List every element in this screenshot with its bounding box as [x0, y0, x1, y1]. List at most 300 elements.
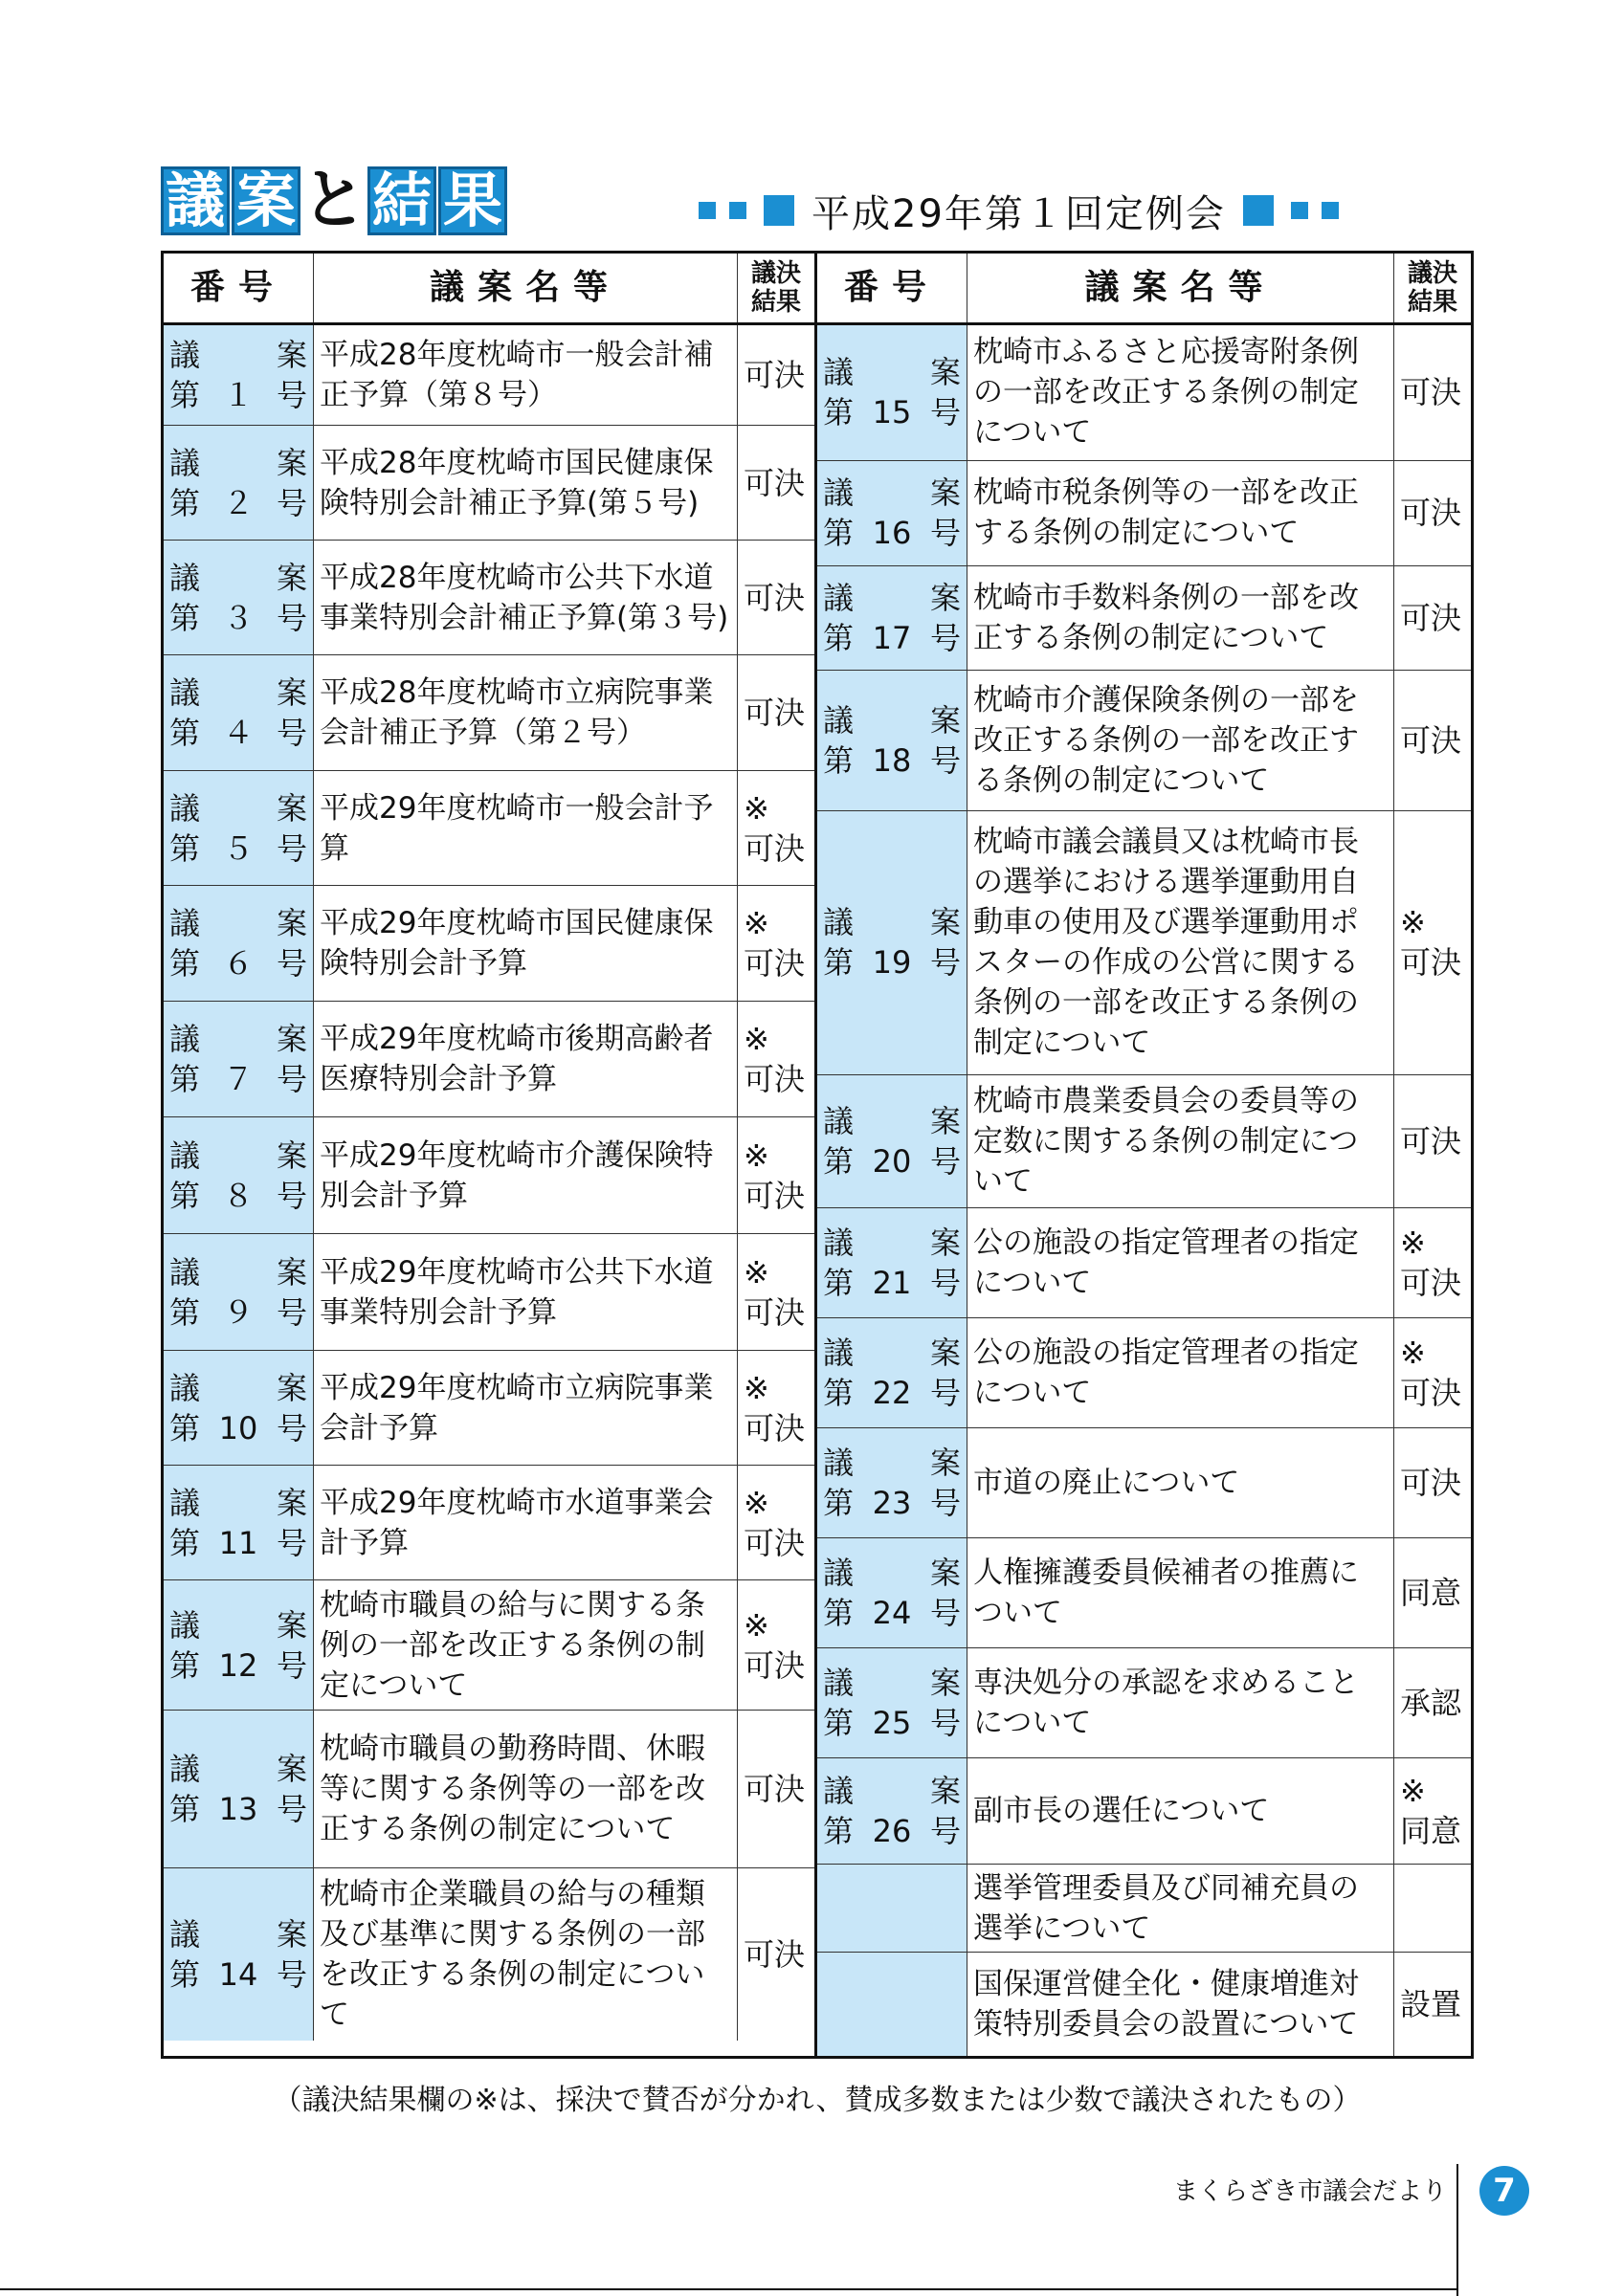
bill-result: [738, 1234, 814, 1350]
bill-number-part: 号: [929, 394, 961, 431]
bill-result-line: ※: [1400, 1335, 1426, 1372]
bill-number-part: １: [222, 377, 254, 413]
bill-number-part: 号: [276, 945, 307, 982]
table-row: [164, 1868, 814, 2041]
header-result: [738, 254, 814, 322]
bill-number-part: 案: [929, 1772, 961, 1809]
bill-result-line: 可決: [744, 1646, 806, 1684]
bill-number: [817, 566, 967, 671]
bill-number: [164, 1580, 314, 1710]
bill-name: 平成29年度枕崎市公共下水道事業特別会計予算: [314, 1234, 738, 1350]
square-icon: [764, 195, 794, 226]
bill-name: 枕崎市税条例等の一部を改正する条例の制定について: [967, 461, 1394, 565]
bill-result-line: 可決: [1400, 1464, 1462, 1501]
bill-result-line: ※: [744, 1484, 769, 1521]
bill-number-line2: [823, 1141, 961, 1181]
bill-number-part: 案: [276, 444, 307, 481]
bill-number-part: 号: [276, 1956, 307, 1993]
bill-number-part: ５: [222, 829, 254, 867]
bill-number-part: 議: [169, 1137, 201, 1174]
bill-number-part: 第: [823, 515, 855, 552]
bill-result-line: 可決: [744, 695, 806, 731]
bill-name: 平成29年度枕崎市国民健康保険特別会計予算: [314, 886, 738, 1001]
bill-name: 平成28年度枕崎市公共下水道事業特別会計補正予算(第３号): [314, 541, 738, 654]
bill-name: 枕崎市介護保険条例の一部を改正する条例の一部を改正する条例の制定について: [967, 671, 1394, 810]
bill-number-part: 議: [823, 702, 855, 740]
bill-number-part: 号: [276, 1409, 307, 1446]
bill-number-part: 第: [169, 1409, 201, 1446]
bill-number-line2: [823, 513, 961, 553]
bill-number-line2: [169, 1059, 307, 1099]
bill-number-line2: [169, 828, 307, 869]
bill-number: [817, 1953, 967, 2056]
bill-number: [164, 325, 314, 425]
bill-number-part: 号: [929, 1704, 961, 1741]
bill-result-line: ※: [1400, 1772, 1426, 1809]
bill-number-line2: [823, 740, 961, 781]
bill-number-line2: [169, 1292, 307, 1333]
bill-number-part: 第: [169, 484, 201, 521]
footer-divider: [1456, 2164, 1458, 2296]
table-row: [164, 1351, 814, 1466]
bill-number-part: 号: [929, 1265, 961, 1302]
bill-number-part: 議: [823, 354, 855, 391]
bill-number-line1: [169, 1749, 307, 1789]
header-result-line1: 議決: [750, 259, 801, 288]
bill-number-part: 号: [276, 1791, 307, 1827]
bill-number-line2: [823, 1483, 961, 1523]
bill-result-line: 可決: [1400, 1375, 1462, 1412]
bill-number: [164, 1466, 314, 1579]
title-char-3: と: [301, 163, 367, 238]
bill-number-part: 案: [929, 1103, 961, 1140]
bill-number: [164, 1711, 314, 1867]
bill-result-line: 同意: [1400, 1574, 1462, 1611]
bill-name: 公の施設の指定管理者の指定について: [967, 1208, 1394, 1317]
bill-number-part: 14: [218, 1956, 258, 1993]
bill-result-line: 可決: [1400, 944, 1462, 982]
square-icon: [729, 202, 746, 219]
bill-number-part: 15: [872, 394, 912, 431]
bill-number: [164, 1351, 314, 1465]
bill-number-part: 25: [872, 1704, 912, 1741]
bill-result-line: ※: [744, 1021, 769, 1057]
bill-name: 選挙管理委員及び同補充員の選挙について: [967, 1865, 1394, 1952]
bill-number-part: 19: [872, 944, 912, 982]
bill-result-line: 可決: [744, 1409, 806, 1446]
bill-number-part: 10: [218, 1409, 258, 1446]
bill-number: [164, 1868, 314, 2041]
bill-number-line1: [823, 1663, 961, 1703]
bill-number-part: 案: [276, 1916, 307, 1953]
bill-number: [817, 1538, 967, 1647]
table-header: [817, 254, 1471, 325]
bill-result-line: ※: [744, 1253, 769, 1291]
bill-number-line2: [169, 375, 307, 415]
bill-number-part: 号: [929, 1594, 961, 1631]
bill-name: 枕崎市手数料条例の一部を改正する条例の制定について: [967, 566, 1394, 671]
bill-number-part: 号: [929, 742, 961, 780]
publication-name: まくらざき市議会だより: [1173, 2177, 1448, 2206]
bill-number-part: 議: [169, 674, 201, 711]
bill-result: [738, 1117, 814, 1233]
square-icon: [1322, 202, 1339, 219]
bill-number: [817, 325, 967, 460]
bill-result: [738, 1466, 814, 1579]
bill-number-line2: [823, 618, 961, 658]
bill-number-part: 第: [169, 1791, 201, 1827]
bill-number-line1: [169, 1605, 307, 1645]
bill-number-part: 議: [169, 1484, 201, 1521]
table-row: [817, 1538, 1471, 1648]
header-number: 番号: [164, 254, 314, 322]
session-title: 平成29年第１回定例会: [812, 191, 1226, 236]
bill-number-part: 第: [169, 1524, 201, 1561]
bill-number-part: 第: [823, 1594, 855, 1631]
bill-result-line: 可決: [1400, 599, 1462, 636]
bill-number-part: 12: [218, 1646, 258, 1684]
bill-number-part: 20: [872, 1143, 912, 1181]
bill-name: 国保運営健全化・健康増進対策特別委員会の設置について: [967, 1953, 1394, 2056]
bill-number-part: 第: [823, 1375, 855, 1412]
bill-number: [817, 1428, 967, 1537]
table-row: [164, 426, 814, 541]
bill-result: [738, 1868, 814, 2041]
bill-result: [1394, 811, 1471, 1074]
bill-result-line: 可決: [744, 829, 806, 867]
bill-number-part: 号: [929, 515, 961, 552]
table-row: [817, 671, 1471, 811]
table-row: [817, 1758, 1471, 1866]
bill-number-part: 号: [276, 599, 307, 636]
table-row: [817, 325, 1471, 461]
bill-number-part: 号: [276, 1293, 307, 1331]
bill-number-line1: [169, 903, 307, 943]
bill-result-line: 可決: [744, 1061, 806, 1097]
bill-number-line1: [823, 1553, 961, 1593]
bill-number-part: 案: [276, 1751, 307, 1787]
bill-number-part: 議: [823, 1225, 855, 1262]
bill-number: [817, 811, 967, 1074]
bill-result-line: 可決: [1400, 495, 1462, 532]
square-icon: [1291, 202, 1308, 219]
bill-name: 公の施設の指定管理者の指定について: [967, 1318, 1394, 1427]
bill-number: [817, 1318, 967, 1427]
bill-result-line: 設置: [1400, 1986, 1462, 2023]
bill-result-line: 可決: [744, 579, 806, 616]
footnote: （議決結果欄の※は、採決で賛否が分かれ、賛成多数または少数で議決されたもの）: [273, 2084, 1362, 2117]
bill-number-part: ２: [222, 484, 254, 521]
bill-number-part: 号: [276, 715, 307, 751]
bill-name: 平成29年度枕崎市立病院事業会計予算: [314, 1351, 738, 1465]
bill-result: [738, 1351, 814, 1465]
bill-number-line1: [169, 558, 307, 598]
bill-number-part: 第: [823, 742, 855, 780]
bill-number-line2: [823, 1811, 961, 1851]
bill-number: [817, 1648, 967, 1757]
title-char-5: 果: [438, 166, 507, 235]
bill-name: 平成29年度枕崎市後期高齢者医療特別会計予算: [314, 1002, 738, 1116]
bill-name: 平成29年度枕崎市一般会計予算: [314, 771, 738, 885]
bill-number-line2: [823, 392, 961, 432]
bill-number-part: 議: [823, 904, 855, 941]
bill-result: [738, 886, 814, 1001]
bill-result: [738, 1580, 814, 1710]
bill-result: [1394, 1648, 1471, 1757]
bill-number-line2: [823, 1263, 961, 1303]
session-banner: [699, 182, 1474, 239]
bill-number-part: 案: [276, 674, 307, 711]
bill-number-part: 案: [929, 475, 961, 512]
bill-number-part: 議: [169, 444, 201, 481]
section-title: [161, 165, 507, 237]
bill-number-line1: [169, 1914, 307, 1954]
bill-number-part: 議: [823, 475, 855, 512]
bill-number-part: 第: [169, 1061, 201, 1097]
bill-number-part: 11: [218, 1524, 258, 1561]
table-row: [164, 1711, 814, 1868]
bill-number-part: 議: [169, 1369, 201, 1406]
bill-number: [817, 1865, 967, 1952]
bill-result-line: 可決: [744, 1177, 806, 1214]
bill-number-line2: [823, 1373, 961, 1413]
table-column-left: [164, 254, 817, 2056]
bill-number: [164, 541, 314, 654]
bill-number-part: 号: [929, 1484, 961, 1521]
table-row: [164, 771, 814, 886]
bill-number-line1: [823, 902, 961, 942]
bill-result-line: 可決: [744, 1293, 806, 1331]
bill-number-part: 議: [823, 1554, 855, 1591]
bill-result: [1394, 566, 1471, 671]
bill-name: 枕崎市職員の給与に関する条例の一部を改正する条例の制定について: [314, 1580, 738, 1710]
bill-number-part: 案: [276, 1021, 307, 1057]
bill-number-part: 議: [169, 1021, 201, 1057]
bill-number-part: 案: [276, 905, 307, 941]
table-row: [164, 1117, 814, 1234]
bill-number-part: 第: [169, 599, 201, 636]
bill-number-line1: [169, 1252, 307, 1292]
bill-number-part: 案: [276, 1137, 307, 1174]
bill-number-line1: [169, 788, 307, 828]
bill-number-part: 議: [169, 905, 201, 941]
bill-number-line2: [169, 598, 307, 638]
bill-number-part: 18: [872, 742, 912, 780]
bill-result-line: 同意: [1400, 1812, 1462, 1849]
bill-number-part: 22: [872, 1375, 912, 1412]
bill-name: 平成29年度枕崎市水道事業会計予算: [314, 1466, 738, 1579]
bill-number-part: 第: [823, 394, 855, 431]
bill-number-line2: [169, 943, 307, 983]
header-name: 議案名等: [967, 254, 1394, 322]
bill-number-part: 案: [929, 1335, 961, 1372]
bill-result-line: ※: [744, 789, 769, 827]
bill-result: [738, 655, 814, 770]
bill-result-line: ※: [744, 905, 769, 941]
bill-number-line2: [169, 483, 307, 523]
bill-number-line1: [169, 1019, 307, 1059]
bill-number-part: 案: [929, 1225, 961, 1262]
bill-number-part: 号: [276, 1524, 307, 1561]
table-row: [164, 1002, 814, 1117]
bill-number-line1: [823, 1333, 961, 1373]
bill-number: [164, 1117, 314, 1233]
bill-number-line1: [169, 673, 307, 713]
bill-result-line: 可決: [744, 464, 806, 501]
bill-number-line1: [169, 1136, 307, 1176]
bill-number-part: 案: [276, 1606, 307, 1644]
bottom-rule: [0, 2288, 1456, 2290]
bill-number: [164, 1234, 314, 1350]
bill-result: [1394, 461, 1471, 565]
bill-number-part: ４: [222, 715, 254, 751]
bill-number-part: 第: [823, 944, 855, 982]
bill-result: [1394, 325, 1471, 460]
bill-number-part: 第: [169, 1293, 201, 1331]
bill-name: 平成29年度枕崎市介護保険特別会計予算: [314, 1117, 738, 1233]
bill-number-part: 第: [169, 377, 201, 413]
bill-name: 専決処分の承認を求めることについて: [967, 1648, 1394, 1757]
bill-number-line2: [169, 1954, 307, 1995]
title-char-2: 案: [232, 166, 300, 235]
bill-number-part: 案: [929, 354, 961, 391]
bill-number-part: 議: [169, 559, 201, 596]
bill-result: [738, 1002, 814, 1116]
bill-result-line: 可決: [1400, 1123, 1462, 1160]
bill-number-part: 案: [276, 1484, 307, 1521]
bill-name: 枕崎市職員の勤務時間、休暇等に関する条例等の一部を改正する条例の制定について: [314, 1711, 738, 1867]
bill-number-line2: [823, 1593, 961, 1633]
bill-number-part: 案: [276, 559, 307, 596]
bill-number-line1: [823, 578, 961, 618]
bill-number-line1: [823, 700, 961, 740]
bill-number-part: 号: [276, 1646, 307, 1684]
square-icon: [699, 202, 716, 219]
bill-result: [1394, 1318, 1471, 1427]
bill-number-line1: [823, 1101, 961, 1141]
bill-number-line2: [823, 942, 961, 982]
bill-name: 平成28年度枕崎市国民健康保険特別会計補正予算(第５号): [314, 426, 738, 540]
bill-name: 副市長の選任について: [967, 1758, 1394, 1865]
bill-number-part: 案: [276, 1253, 307, 1291]
table-row: [817, 1648, 1471, 1758]
bill-name: 枕崎市農業委員会の委員等の定数に関する条例の制定について: [967, 1075, 1394, 1208]
bill-number-part: 号: [276, 377, 307, 413]
title-char-1: 議: [161, 166, 230, 235]
bill-result-line: 可決: [1400, 1265, 1462, 1302]
bill-number: [817, 1075, 967, 1208]
bill-number-line2: [169, 1176, 307, 1216]
bill-number-part: 号: [929, 1375, 961, 1412]
bill-number-line1: [169, 1483, 307, 1523]
bill-number-part: 議: [823, 579, 855, 616]
bill-number-part: 号: [276, 1061, 307, 1097]
bill-result: [1394, 1865, 1471, 1952]
bill-number-part: 第: [169, 715, 201, 751]
header-number: 番号: [817, 254, 967, 322]
table-row: [817, 1075, 1471, 1209]
bill-number-part: 26: [872, 1812, 912, 1849]
bill-result: [1394, 1953, 1471, 2056]
bill-number: [164, 886, 314, 1001]
bill-number-part: 案: [929, 1664, 961, 1701]
bill-number-line2: [169, 1789, 307, 1829]
bill-number-part: 16: [872, 515, 912, 552]
bill-number-part: 議: [823, 1772, 855, 1809]
bill-number-part: ７: [222, 1061, 254, 1097]
table-row: [817, 1953, 1471, 2056]
bill-number: [817, 1208, 967, 1317]
bill-result: [738, 541, 814, 654]
bill-number-part: 議: [823, 1444, 855, 1481]
header-result-line1: 議決: [1407, 258, 1457, 288]
bill-number-part: 議: [169, 337, 201, 373]
bill-result-line: 可決: [1400, 374, 1462, 411]
bill-result-line: 可決: [744, 1771, 806, 1807]
header-result-line2: 結果: [750, 288, 801, 317]
bill-number-part: 案: [929, 1554, 961, 1591]
bill-number-part: 号: [929, 1812, 961, 1849]
bill-number-line2: [169, 713, 307, 753]
table-column-right: [817, 254, 1471, 2056]
bill-name: 枕崎市企業職員の給与の種類及び基準に関する条例の一部を改正する条例の制定について: [314, 1868, 738, 2041]
table-header: [164, 254, 814, 325]
bill-number: [164, 1002, 314, 1116]
table-row: [164, 1466, 814, 1580]
table-row: [817, 1428, 1471, 1538]
bill-result-line: 可決: [744, 945, 806, 982]
bill-number: [164, 771, 314, 885]
bill-number-part: 24: [872, 1594, 912, 1631]
bill-number-part: 第: [823, 1265, 855, 1302]
bill-number-part: 第: [169, 829, 201, 867]
bill-result-line: ※: [1400, 1225, 1426, 1262]
table-row: [817, 461, 1471, 566]
table-row: [817, 811, 1471, 1075]
bill-number-part: 第: [823, 1484, 855, 1521]
bill-number-part: 議: [169, 1253, 201, 1291]
bill-result: [1394, 1075, 1471, 1208]
bill-number-part: 案: [276, 337, 307, 373]
bill-number-part: 議: [169, 1751, 201, 1787]
bill-number-part: 21: [872, 1265, 912, 1302]
bill-number-part: ８: [222, 1177, 254, 1214]
bill-number-line1: [823, 1771, 961, 1811]
bill-number-part: 第: [823, 619, 855, 656]
bill-number-part: 第: [169, 1956, 201, 1993]
bill-number-part: 案: [929, 579, 961, 616]
bill-number-part: ９: [222, 1293, 254, 1331]
bill-number: [817, 671, 967, 810]
bill-number-part: 案: [929, 904, 961, 941]
table-row: [164, 886, 814, 1002]
bill-number-line1: [169, 1368, 307, 1408]
table-row: [817, 566, 1471, 672]
page-number: 7: [1479, 2166, 1529, 2216]
results-table: [161, 251, 1474, 2059]
bill-name: 平成28年度枕崎市一般会計補正予算（第８号）: [314, 325, 738, 425]
bill-result-line: 可決: [744, 1524, 806, 1561]
bill-result: [738, 771, 814, 885]
bill-number-line2: [169, 1408, 307, 1448]
table-row: [817, 1318, 1471, 1428]
bill-result: [738, 426, 814, 540]
bill-number: [164, 655, 314, 770]
bill-number-part: 号: [929, 944, 961, 982]
bill-number-part: 議: [823, 1335, 855, 1372]
bill-number-part: 23: [872, 1484, 912, 1521]
table-row: [817, 1208, 1471, 1318]
